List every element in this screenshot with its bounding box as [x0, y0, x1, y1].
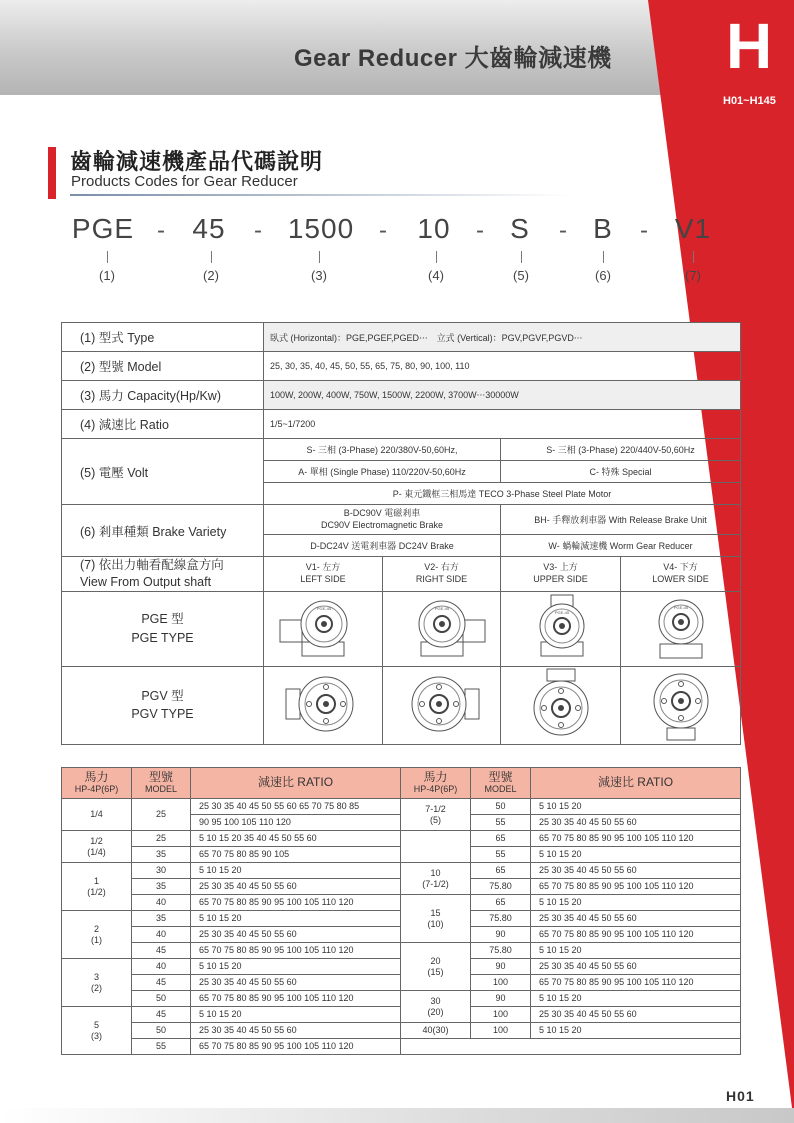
pge-type-label	[62, 591, 264, 666]
model-cell: 100	[471, 1007, 531, 1023]
hp-value: 5	[93, 1019, 99, 1030]
code-index: (7)	[685, 268, 701, 283]
ratio-cell: 5 10 15 20	[531, 991, 741, 1007]
header-ratio	[191, 768, 401, 799]
code-dash: -	[254, 217, 262, 244]
ratio-cell: 5 10 15 20	[191, 959, 401, 975]
brake-b-en: DC90V Electromagnetic Brake	[320, 519, 444, 530]
hp-value: 30	[430, 995, 441, 1006]
model-cell: 100	[471, 975, 531, 991]
code-index: (6)	[595, 268, 611, 283]
hp-cell	[401, 895, 471, 943]
pge-v3-image	[501, 591, 621, 666]
hp-cell	[401, 863, 471, 895]
model-cell: 75.80	[471, 879, 531, 895]
table-row	[62, 1039, 741, 1055]
section-accent-bar	[48, 147, 56, 199]
hp-value-alt: (10)	[427, 918, 444, 929]
header-model-zh: 型號	[148, 770, 173, 785]
view-label-zh: (7) 依出力軸看配線盒方向	[80, 558, 224, 572]
header-model	[132, 768, 191, 799]
badge-text: PGE-45	[316, 605, 332, 611]
code-index: (4)	[428, 268, 444, 283]
pgv-type-label	[62, 666, 264, 744]
ratio-cell: 25 30 35 40 45 50 55 60	[531, 911, 741, 927]
header-model-en: MODEL	[484, 783, 517, 794]
volt-s2: S- 三相 (3-Phase) 220/440V-50,60Hz	[501, 439, 741, 461]
table-row	[62, 863, 741, 879]
model-cell: 50	[471, 799, 531, 815]
code-part: S	[510, 213, 530, 244]
ratio-cell: 25 30 35 40 45 50 55 60	[191, 1023, 401, 1039]
ratio-cell: 5 10 15 20	[191, 911, 401, 927]
code-dash: -	[640, 217, 648, 244]
code-part: 10	[417, 213, 451, 244]
hp-value: 15	[430, 907, 441, 918]
ratio-cell: 5 10 15 20 35 40 45 50 55 60	[191, 831, 401, 847]
volt-c: C- 特殊 Special	[501, 461, 741, 483]
ratio-cell: 90 95 100 105 110 120	[191, 815, 401, 831]
ratio-cell: 65 70 75 80 85 90 95 100 105 110 120	[191, 1039, 401, 1055]
hp-cell	[62, 863, 132, 911]
pgv-right-drawing	[383, 667, 501, 742]
ratio-cell: 5 10 15 20	[191, 1007, 401, 1023]
hp-value: 2	[93, 923, 99, 934]
view-label	[62, 557, 264, 592]
code-tick	[521, 251, 522, 263]
model-cell: 35	[132, 847, 191, 863]
code-index: (1)	[99, 268, 115, 283]
ratio-label: (4) 減速比 Ratio	[62, 410, 264, 439]
view-code: V4- 下方	[663, 562, 698, 573]
code-part: B	[593, 213, 613, 244]
view-code: V3- 上方	[543, 562, 578, 573]
hp-value-alt: (7-1/2)	[422, 878, 449, 889]
hp-value: 10	[430, 867, 441, 878]
ratio-cell: 65 70 75 80 85 90 95 100 105 110 120	[531, 927, 741, 943]
ratio-cell: 5 10 15 20	[531, 895, 741, 911]
model-cell: 35	[132, 879, 191, 895]
view-label-en: View From Output shaft	[80, 574, 212, 589]
header-hp-en: HP-4P(6P)	[413, 783, 458, 794]
model-cell: 90	[471, 959, 531, 975]
model-cell: 90	[471, 991, 531, 1007]
pge-right-drawing	[383, 592, 501, 664]
view-v3	[501, 557, 621, 592]
hp-cell	[62, 831, 132, 863]
volt-label: (5) 電壓 Volt	[62, 439, 264, 505]
header-hp-zh: 馬力	[423, 770, 448, 785]
ratio-cell: 25 30 35 40 45 50 55 60	[191, 975, 401, 991]
page-number: H01	[726, 1088, 755, 1104]
code-index: (2)	[203, 268, 219, 283]
model-cell: 30	[132, 863, 191, 879]
hp-cell	[401, 991, 471, 1023]
header-hp-en: HP-4P(6P)	[74, 783, 119, 794]
header-ratio-label: 減速比 RATIO	[257, 775, 334, 790]
model-cell: 45	[132, 975, 191, 991]
header-hp	[401, 768, 471, 799]
ratio-cell: 65 70 75 80 85 90 95 100 105 110 120	[531, 975, 741, 991]
model-cell: 65	[471, 895, 531, 911]
pgv-lower-drawing	[621, 667, 741, 742]
brake-b-zh: B-DC90V 電磁剎車	[343, 507, 421, 518]
hp-cell: 40(30)	[401, 1023, 471, 1039]
capacity-value: 100W, 200W, 400W, 750W, 1500W, 2200W, 3700W‧‧‧30000W	[264, 381, 741, 410]
header-model-en: MODEL	[144, 783, 177, 794]
brake-d: D-DC24V 送電剎車器 DC24V Brake	[264, 535, 501, 557]
pge-v4-image	[621, 591, 741, 666]
hp-value: 7-1/2	[425, 803, 446, 814]
pgv-upper-drawing	[501, 667, 621, 742]
footer-bar	[0, 1108, 794, 1123]
pgv-zh: PGV 型	[141, 688, 184, 703]
page-header-title: Gear Reducer 大齒輪減速機	[294, 45, 612, 72]
pgv-v2-image	[383, 666, 501, 744]
code-index: (3)	[311, 268, 327, 283]
hp-cell	[401, 943, 471, 991]
hp-value: 1	[93, 875, 99, 886]
model-cell: 65	[471, 863, 531, 879]
hp-value-alt: (2)	[91, 982, 102, 993]
ratio-cell: 25 30 35 40 45 50 55 60	[531, 815, 741, 831]
ratio-cell: 25 30 35 40 45 50 55 60	[191, 879, 401, 895]
ratio-value: 1/5~1/7200	[264, 410, 741, 439]
spec-table	[61, 322, 741, 745]
code-part: PGE	[71, 213, 135, 244]
brake-w: W- 蝸輪減速機 Worm Gear Reducer	[501, 535, 741, 557]
table-row	[62, 799, 741, 815]
model-cell: 45	[132, 943, 191, 959]
pge-v2-image	[383, 591, 501, 666]
model-cell: 40	[132, 895, 191, 911]
view-en: RIGHT SIDE	[415, 573, 468, 584]
view-code: V1- 左方	[305, 562, 341, 573]
hp-value-alt: (15)	[427, 966, 444, 977]
ratio-cell: 65 70 75 80 85 90 95 100 105 110 120	[191, 895, 401, 911]
model-cell: 35	[132, 911, 191, 927]
ratio-cell: 65 70 75 80 85 90 95 100 105 110 120	[191, 943, 401, 959]
code-dash: -	[157, 217, 165, 244]
volt-p: P- 東元鐵框三相馬達 TECO 3-Phase Steel Plate Motor	[264, 483, 741, 505]
header-model-zh: 型號	[488, 770, 513, 785]
badge-text: PGE-45	[673, 604, 689, 610]
section-range: H01~H145	[723, 95, 776, 107]
hp-value-alt: (1)	[91, 934, 102, 945]
ratio-cell: 5 10 15 20	[531, 943, 741, 959]
view-v4	[621, 557, 741, 592]
hp-cell	[62, 959, 132, 1007]
view-v1	[264, 557, 383, 592]
model-cell: 75.80	[471, 943, 531, 959]
table-row	[62, 943, 741, 959]
view-en: LEFT SIDE	[300, 573, 346, 584]
model-cell: 25	[132, 831, 191, 847]
header-ratio	[531, 768, 741, 799]
pge-en: PGE TYPE	[131, 630, 194, 645]
code-tick	[693, 251, 694, 263]
code-tick	[603, 251, 604, 263]
ratio-cell: 65 70 75 80 85 90 105	[191, 847, 401, 863]
section-title-zh: 齒輪減速機產品代碼說明	[70, 149, 324, 174]
table-row	[62, 831, 741, 847]
hp-value: 1/2	[90, 835, 103, 846]
header-hp	[62, 768, 132, 799]
header-hp-zh: 馬力	[84, 770, 109, 785]
model-cell: 65	[471, 831, 531, 847]
model-cell: 55	[471, 847, 531, 863]
hp-cell	[62, 1007, 132, 1055]
pgv-en: PGV TYPE	[131, 707, 194, 722]
code-dash: -	[559, 217, 567, 244]
header-ratio-label: 減速比 RATIO	[597, 775, 674, 790]
model-cell: 50	[132, 991, 191, 1007]
badge-text: PGE-45	[554, 609, 570, 615]
hp-cell	[62, 911, 132, 959]
pge-left-drawing	[264, 592, 382, 664]
badge-text: PGE-45	[434, 605, 450, 611]
ratio-cell: 25 30 35 40 45 50 55 60	[531, 863, 741, 879]
ratio-cell: 25 30 35 40 45 50 55 60	[531, 959, 741, 975]
model-cell: 50	[132, 1023, 191, 1039]
volt-s1: S- 三相 (3-Phase) 220/380V-50,60Hz,	[264, 439, 501, 461]
pge-v1-image	[264, 591, 383, 666]
hp-cell: 1/4	[62, 799, 132, 831]
pge-lower-drawing	[621, 592, 741, 664]
ratio-header-row	[62, 768, 741, 799]
header-model	[471, 768, 531, 799]
code-part: 1500	[287, 213, 355, 244]
hp-value-alt: (3)	[91, 1030, 102, 1041]
ratio-cell: 65 70 75 80 85 90 95 100 105 110 120	[191, 991, 401, 1007]
model-cell: 75.80	[471, 911, 531, 927]
code-tick	[211, 251, 212, 263]
pge-upper-drawing	[501, 592, 621, 664]
volt-a: A- 單相 (Single Phase) 110/220V-50,60Hz	[264, 461, 501, 483]
view-en: LOWER SIDE	[652, 573, 709, 584]
view-code: V2- 右方	[424, 562, 459, 573]
view-en: UPPER SIDE	[533, 573, 588, 584]
pgv-v3-image	[501, 666, 621, 744]
code-tick	[319, 251, 320, 263]
pgv-v1-image	[264, 666, 383, 744]
type-value: 臥式 (Horizontal)：PGE,PGEF,PGED‧‧‧ 立式 (Vertical)：PGV,PGVF,PGVD‧‧‧	[264, 323, 741, 352]
model-cell: 45	[132, 1007, 191, 1023]
hp-value-alt: (5)	[430, 814, 441, 825]
ratio-cell: 65 70 75 80 85 90 95 100 105 110 120	[531, 831, 741, 847]
hp-value-alt: (1/2)	[87, 886, 106, 897]
hp-value: 3	[93, 971, 99, 982]
section-divider	[70, 194, 570, 196]
product-code-row	[0, 213, 794, 293]
brake-bh: BH- 手釋放剎車器 With Release Brake Unit	[501, 505, 741, 535]
code-dash: -	[379, 217, 387, 244]
hp-cell	[401, 799, 471, 831]
model-cell: 25	[132, 799, 191, 831]
model-value: 25, 30, 35, 40, 45, 50, 55, 65, 75, 80, 90, 100, 110	[264, 352, 741, 381]
model-cell: 55	[132, 1039, 191, 1055]
hp-value: 20	[430, 955, 441, 966]
code-part: 45	[192, 213, 226, 244]
table-row	[62, 1023, 741, 1039]
ratio-cell: 5 10 15 20	[191, 863, 401, 879]
code-dash: -	[476, 217, 484, 244]
table-row	[62, 895, 741, 911]
ratio-cell: 5 10 15 20	[531, 799, 741, 815]
model-cell: 40	[132, 959, 191, 975]
code-tick	[436, 251, 437, 263]
view-v2	[383, 557, 501, 592]
model-cell: 55	[471, 815, 531, 831]
ratio-cell: 5 10 15 20	[531, 847, 741, 863]
model-cell: 40	[132, 927, 191, 943]
table-row	[62, 991, 741, 1007]
ratio-cell: 25 30 35 40 45 50 55 60	[191, 927, 401, 943]
ratio-cell: 65 70 75 80 85 90 95 100 105 110 120	[531, 879, 741, 895]
pgv-left-drawing	[264, 667, 382, 742]
model-cell: 100	[471, 1023, 531, 1039]
section-code: H	[726, 10, 773, 82]
section-title-en: Products Codes for Gear Reducer	[71, 173, 298, 190]
hp-value-alt: (1/4)	[87, 846, 106, 857]
capacity-label: (3) 馬力 Capacity(Hp/Kw)	[62, 381, 264, 410]
ratio-cell: 25 30 35 40 45 50 55 60	[531, 1007, 741, 1023]
ratio-cell: 5 10 15 20	[531, 1023, 741, 1039]
code-part: V1	[674, 213, 712, 244]
model-cell: 90	[471, 927, 531, 943]
hp-value-alt: (20)	[427, 1006, 444, 1017]
pge-zh: PGE 型	[141, 612, 184, 626]
pgv-v4-image	[621, 666, 741, 744]
ratio-cell: 25 30 35 40 45 50 55 60 65 70 75 80 85	[191, 799, 401, 815]
brake-label: (6) 剎車種類 Brake Variety	[62, 505, 264, 557]
code-index: (5)	[513, 268, 529, 283]
code-tick	[107, 251, 108, 263]
type-label: (1) 型式 Type	[62, 323, 264, 352]
brake-b	[264, 505, 501, 535]
ratio-table	[61, 767, 741, 1055]
model-label: (2) 型號 Model	[62, 352, 264, 381]
empty-cell	[401, 1039, 741, 1055]
empty-cell	[401, 831, 471, 863]
